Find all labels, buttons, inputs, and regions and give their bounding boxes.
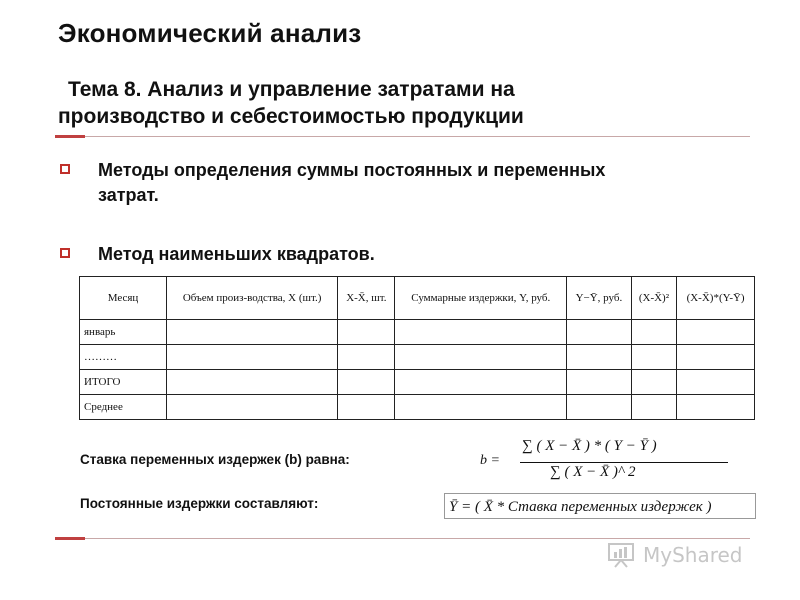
table-cell (395, 395, 567, 420)
presentation-board-icon (607, 542, 635, 568)
table-cell (167, 370, 338, 395)
table-cell (338, 395, 395, 420)
formula-numerator: ∑ ( X − X̄ ) * ( Y − Ȳ ) (522, 438, 657, 454)
fixed-costs-formula: Ȳ = ( X̄ * Ставка переменных издержек ) (444, 493, 756, 519)
bullet-text-line1: Методы определения суммы постоянных и переменных (98, 160, 606, 180)
header-cell-y-dev: Y−Ȳ, руб. (567, 277, 632, 320)
topic-title-line1: Тема 8. Анализ и управление затратами на (68, 78, 515, 101)
table-cell (677, 395, 755, 420)
table-cell (631, 345, 676, 370)
table-cell (677, 345, 755, 370)
top-divider (55, 136, 750, 137)
table-row (80, 395, 755, 420)
table-row (80, 320, 755, 345)
header-cell-volume: Объем произ-водства, X (шт.) (167, 277, 338, 320)
table-cell (631, 395, 676, 420)
table-cell (395, 345, 567, 370)
square-bullet-icon (60, 164, 70, 174)
table-row (80, 370, 755, 395)
row-label: январь (80, 320, 167, 345)
bullet-text-line2: затрат. (98, 185, 159, 205)
topic-title-line2: производство и себестоимостью продукции (58, 105, 524, 128)
table-cell (567, 395, 632, 420)
bullet-item-least-squares (60, 242, 560, 268)
bullet-item-methods (60, 158, 780, 210)
table-cell (677, 320, 755, 345)
table-cell (567, 370, 632, 395)
table-cell (631, 370, 676, 395)
table-cell (677, 370, 755, 395)
table-cell (567, 320, 632, 345)
table-cell (631, 320, 676, 345)
table-cell (167, 320, 338, 345)
header-cell-product: (X-X̄)*(Y-Ȳ) (677, 277, 755, 320)
table-cell (567, 345, 632, 370)
watermark-text: MyShared (643, 543, 743, 567)
variable-rate-label: Ставка переменных издержек (b) равна: (80, 452, 350, 467)
formula-lhs: b = (480, 453, 500, 468)
fraction-bar (520, 462, 728, 463)
bullet-text: Метод наименьших квадратов. (98, 244, 375, 264)
variable-rate-formula (476, 436, 732, 490)
topic-title (58, 76, 778, 130)
myshared-watermark (607, 538, 767, 572)
formula-denominator: ∑ ( X − X̄ )^ 2 (550, 464, 636, 480)
header-cell-month: Месяц (80, 277, 167, 320)
header-cell-costs: Суммарные издержки, Y, руб. (395, 277, 567, 320)
table-cell (338, 345, 395, 370)
table-cell (167, 345, 338, 370)
calculation-table (79, 276, 757, 420)
row-label: ИТОГО (80, 370, 167, 395)
row-label: ……… (80, 345, 167, 370)
table-cell (395, 370, 567, 395)
header-cell-x-dev: X-X̄, шт. (338, 277, 395, 320)
fixed-costs-label: Постоянные издержки составляют: (80, 496, 319, 511)
table-cell (167, 395, 338, 420)
header-cell-x-dev-sq: (X-X̄)² (631, 277, 676, 320)
square-bullet-icon (60, 248, 70, 258)
table-row (80, 345, 755, 370)
table-header-row (80, 277, 755, 320)
table-cell (338, 320, 395, 345)
row-label: Среднее (80, 395, 167, 420)
page-title: Экономический анализ (58, 18, 362, 48)
table-cell (338, 370, 395, 395)
table-cell (395, 320, 567, 345)
